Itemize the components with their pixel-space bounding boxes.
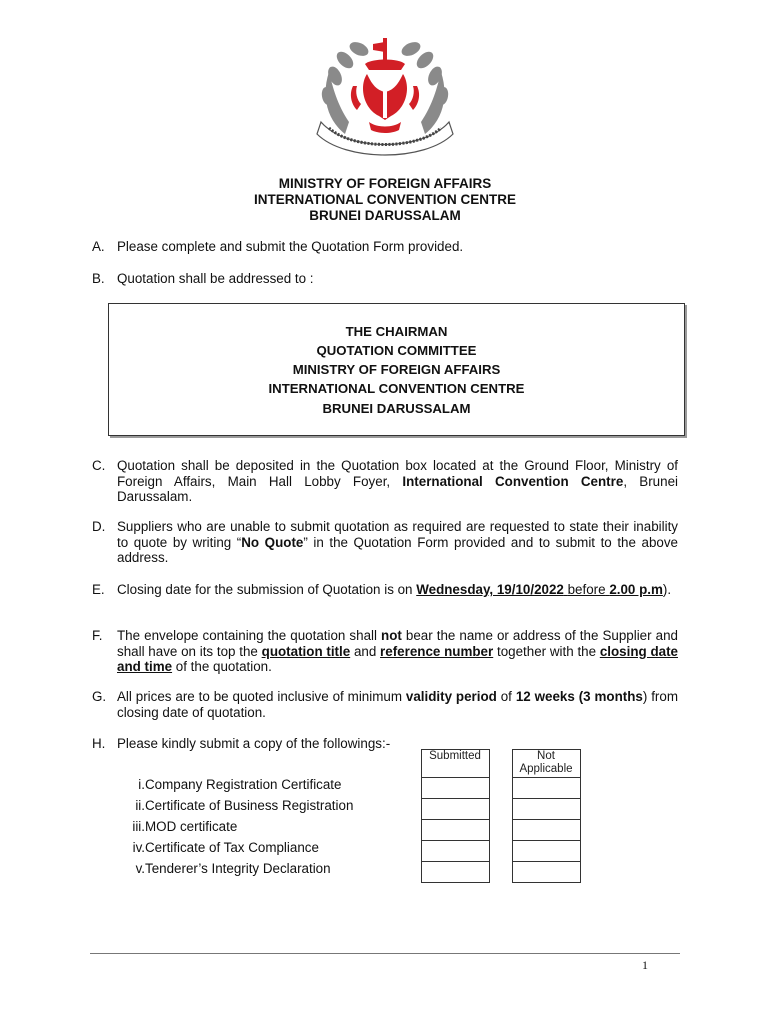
item-c bbox=[92, 458, 678, 505]
submitted-checkbox-1[interactable] bbox=[421, 777, 490, 798]
checklist-item-5-number: v. bbox=[135, 861, 145, 876]
checklist-item-1-number: i. bbox=[138, 777, 145, 792]
item-g bbox=[92, 689, 678, 720]
page-number: 1 bbox=[642, 958, 648, 972]
checklist-item-5-text: Tenderer’s Integrity Declaration bbox=[145, 861, 331, 876]
checklist-item-2-number: ii. bbox=[135, 798, 145, 813]
checklist-item-3-number: iii. bbox=[132, 819, 145, 834]
item-d bbox=[92, 519, 678, 566]
checklist-item-4-number: iv. bbox=[132, 840, 145, 855]
item-f-text: The envelope containing the quotation shall not bear the name or address of the Supplier and shall have on its top the quotation title and reference number together with the closing date and time of the quotation. bbox=[117, 628, 678, 675]
item-h bbox=[92, 736, 678, 752]
item-b-label: B. bbox=[92, 271, 105, 286]
column-header-submitted: Submitted bbox=[429, 750, 481, 762]
checklist-item-1-text: Company Registration Certificate bbox=[145, 777, 342, 792]
item-e-text: Closing date for the submission of Quotation is on Wednesday, 19/10/2022 before 2.00 p.m). bbox=[117, 582, 672, 597]
address-line-committee: QUOTATION COMMITTEE bbox=[316, 343, 477, 358]
checklist-item-2-text: Certificate of Business Registration bbox=[145, 798, 354, 813]
item-g-label: G. bbox=[92, 689, 107, 704]
address-line-ministry: MINISTRY OF FOREIGN AFFAIRS bbox=[292, 362, 501, 377]
item-a-text: Please complete and submit the Quotation Form provided. bbox=[117, 239, 464, 254]
not-applicable-checkbox-3[interactable] bbox=[512, 819, 581, 840]
item-d-label: D. bbox=[92, 519, 106, 534]
address-line-centre: INTERNATIONAL CONVENTION CENTRE bbox=[268, 381, 525, 396]
heading-country: BRUNEI DARUSSALAM bbox=[309, 208, 461, 223]
heading-centre: INTERNATIONAL CONVENTION CENTRE bbox=[253, 192, 516, 207]
item-a bbox=[92, 239, 678, 255]
item-d-text: Suppliers who are unable to submit quotation as required are requested to state their inability to quote by writing “No Quote” in the Quotation Form provided and to submit to the above address. bbox=[117, 519, 678, 566]
item-b-text: Quotation shall be addressed to : bbox=[117, 271, 314, 286]
item-h-label: H. bbox=[92, 736, 106, 751]
not-applicable-checkbox-2[interactable] bbox=[512, 798, 581, 819]
submitted-checkbox-5[interactable] bbox=[421, 861, 490, 883]
item-g-text: All prices are to be quoted inclusive of minimum validity period of 12 weeks (3 months) from closing date of quotation. bbox=[117, 689, 678, 720]
address-line-country: BRUNEI DARUSSALAM bbox=[322, 401, 471, 416]
submitted-checkbox-2[interactable] bbox=[421, 798, 490, 819]
submitted-header-cell bbox=[421, 749, 490, 777]
item-c-text: Quotation shall be deposited in the Quotation box located at the Ground Floor, Ministry of Foreign Affairs, Main Hall Lobby Foyer, International Convention Centre, Brunei Darussalam. bbox=[117, 458, 678, 505]
submitted-checkbox-4[interactable] bbox=[421, 840, 490, 861]
brunei-crest-emblem-icon bbox=[307, 30, 463, 164]
column-header-not-applicable: Not Applicable bbox=[519, 750, 573, 775]
item-c-label: C. bbox=[92, 458, 106, 473]
item-e-label: E. bbox=[92, 582, 105, 597]
not-applicable-checkbox-1[interactable] bbox=[512, 777, 581, 798]
not-applicable-header-cell bbox=[512, 749, 581, 777]
heading-ministry: MINISTRY OF FOREIGN AFFAIRS bbox=[278, 176, 492, 191]
submitted-checkbox-3[interactable] bbox=[421, 819, 490, 840]
item-f bbox=[92, 628, 678, 675]
not-applicable-checkbox-5[interactable] bbox=[512, 861, 581, 883]
footer-divider bbox=[90, 953, 680, 954]
checklist-item-3-text: MOD certificate bbox=[145, 819, 238, 834]
item-b bbox=[92, 271, 678, 287]
item-e bbox=[92, 582, 678, 598]
item-h-text: Please kindly submit a copy of the followings:- bbox=[117, 736, 391, 751]
checklist-item-4-text: Certificate of Tax Compliance bbox=[145, 840, 319, 855]
item-a-label: A. bbox=[92, 239, 105, 254]
item-f-label: F. bbox=[92, 628, 103, 643]
address-line-chairman: THE CHAIRMAN bbox=[345, 324, 448, 339]
address-box bbox=[108, 303, 685, 436]
not-applicable-checkbox-4[interactable] bbox=[512, 840, 581, 861]
